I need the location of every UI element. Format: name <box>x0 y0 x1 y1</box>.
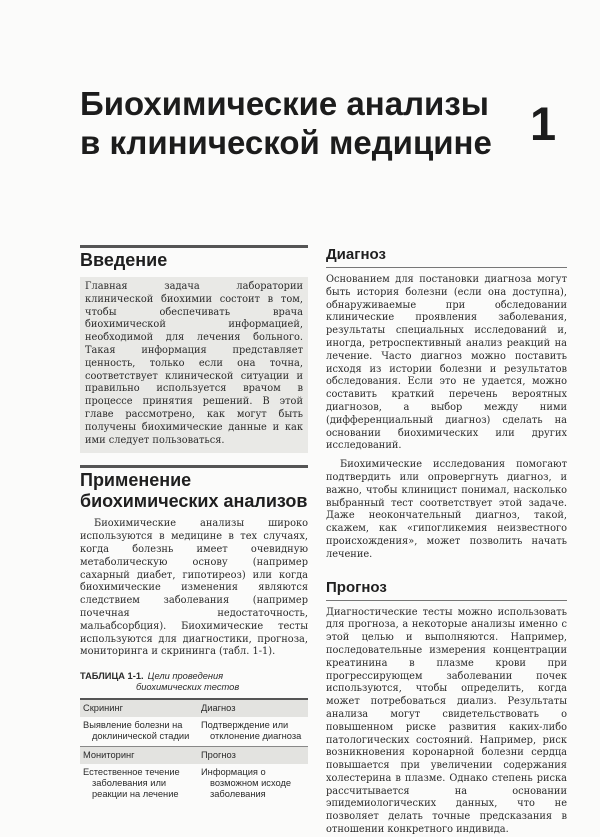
table-cell: Выявление болезни на доклинической стадии <box>83 720 190 742</box>
application-heading-line-1: Применение <box>80 470 192 491</box>
application-paragraph: Биохимические анализы широко используются в медицине в тех случаях, когда болезнь имеет очевидную метаболическую основу (например сахарный диабет, гипотиреоз) или когда биохимические изменения являются следствием заболевания (например почечная недостаточность, мальабсорбция). Биохимические тесты используются для диагностики, прогноза, мониторинга и скрининга (табл. 1-1). <box>80 518 308 658</box>
table-cell: Информация о возможном исходе заболевания <box>201 767 292 800</box>
table-cell: Естественное течение заболевания или реакции на лечение <box>83 767 180 800</box>
table-header-cell: Мониторинг <box>80 747 198 764</box>
table-header-cell: Диагноз <box>198 700 308 717</box>
purposes-table <box>80 700 308 804</box>
chapter-title-line-2: в клинической медицине <box>80 124 492 161</box>
left-column <box>80 245 308 804</box>
table-label: ТАБЛИЦА 1-1. <box>80 671 144 682</box>
intro-heading: Введение <box>80 245 308 271</box>
chapter-number: 1 <box>530 97 557 150</box>
chapter-title <box>80 84 520 162</box>
diagnosis-paragraph-1: Основанием для постановки диагноза могут быть история болезни (если она доступна), обнаруживаемые при обследовании клинические проявления заболевания, результаты специальных исследований и, иногда, ретроспективный анализ реакций на лечение. Часто диагноз можно поставить исходя из истории болезни и результатов обследования. Если это не удается, можно составить краткий перечень вероятных диагнозов, а выбор между ними (дифференциальный диагноз) сделать на основании биохимических или других исследований. <box>326 274 567 452</box>
application-heading <box>80 465 308 512</box>
intro-paragraph: Главная задача лаборатории клинической биохимии состоит в том, чтобы обеспечивать врача биохимической информацией, необходимой для лечения больного. Такая информация представляет ценность, только если она точна, соответствует клинической ситуации и правильно используется врачом в процессе принятия решений. В этой главе рассмотрено, как могут быть получены биохимические данные и как ими следует пользоваться. <box>80 277 308 453</box>
diagnosis-paragraph-2: Биохимические исследования помогают подтвердить или опровергнуть диагноз, и важно, чтобы клиницист понимал, насколько выбранный тест соответствует этой задаче. Даже неокончательный диагноз, такой, скажем, как «гипогликемия неизвестного происхождения», может позволить начать лечение. <box>326 459 567 560</box>
prognosis-heading: Прогноз <box>326 578 567 601</box>
diagnosis-heading: Диагноз <box>326 245 567 268</box>
table-header-cell: Скрининг <box>80 700 198 717</box>
chapter-title-line-1: Биохимические анализы <box>80 85 489 122</box>
table-caption-line-1: Цели проведения <box>147 671 224 682</box>
table-cell: Подтверждение или отклонение диагноза <box>201 720 302 742</box>
table-header-cell: Прогноз <box>198 747 308 764</box>
prognosis-paragraph: Диагностические тесты можно использовать для прогноза, а некоторые анализы именно с этой целью и выполняются. Например, последовательные измерения концентрации креатинина в плазме крови при прогрессирующем заболевании почек используются, чтобы определить, когда может потребоваться диализ. Результаты анализа могут свидетельствовать о повышенном риске развития каких-либо патологических состояний. Например, риск возникновения коронарной болезни сердца повышается при увеличении содержания холестерина в плазме. Однако степень риска рассчитывается на основании эпидемиологических данных, что не позволяет делать точные предсказания в отношении конкретного индивида. <box>326 606 567 836</box>
table-caption-line-2: биохимических тестов <box>136 682 240 693</box>
application-heading-line-2: биохимических анализов <box>80 491 308 512</box>
table-caption <box>80 671 308 693</box>
right-column <box>326 245 567 837</box>
